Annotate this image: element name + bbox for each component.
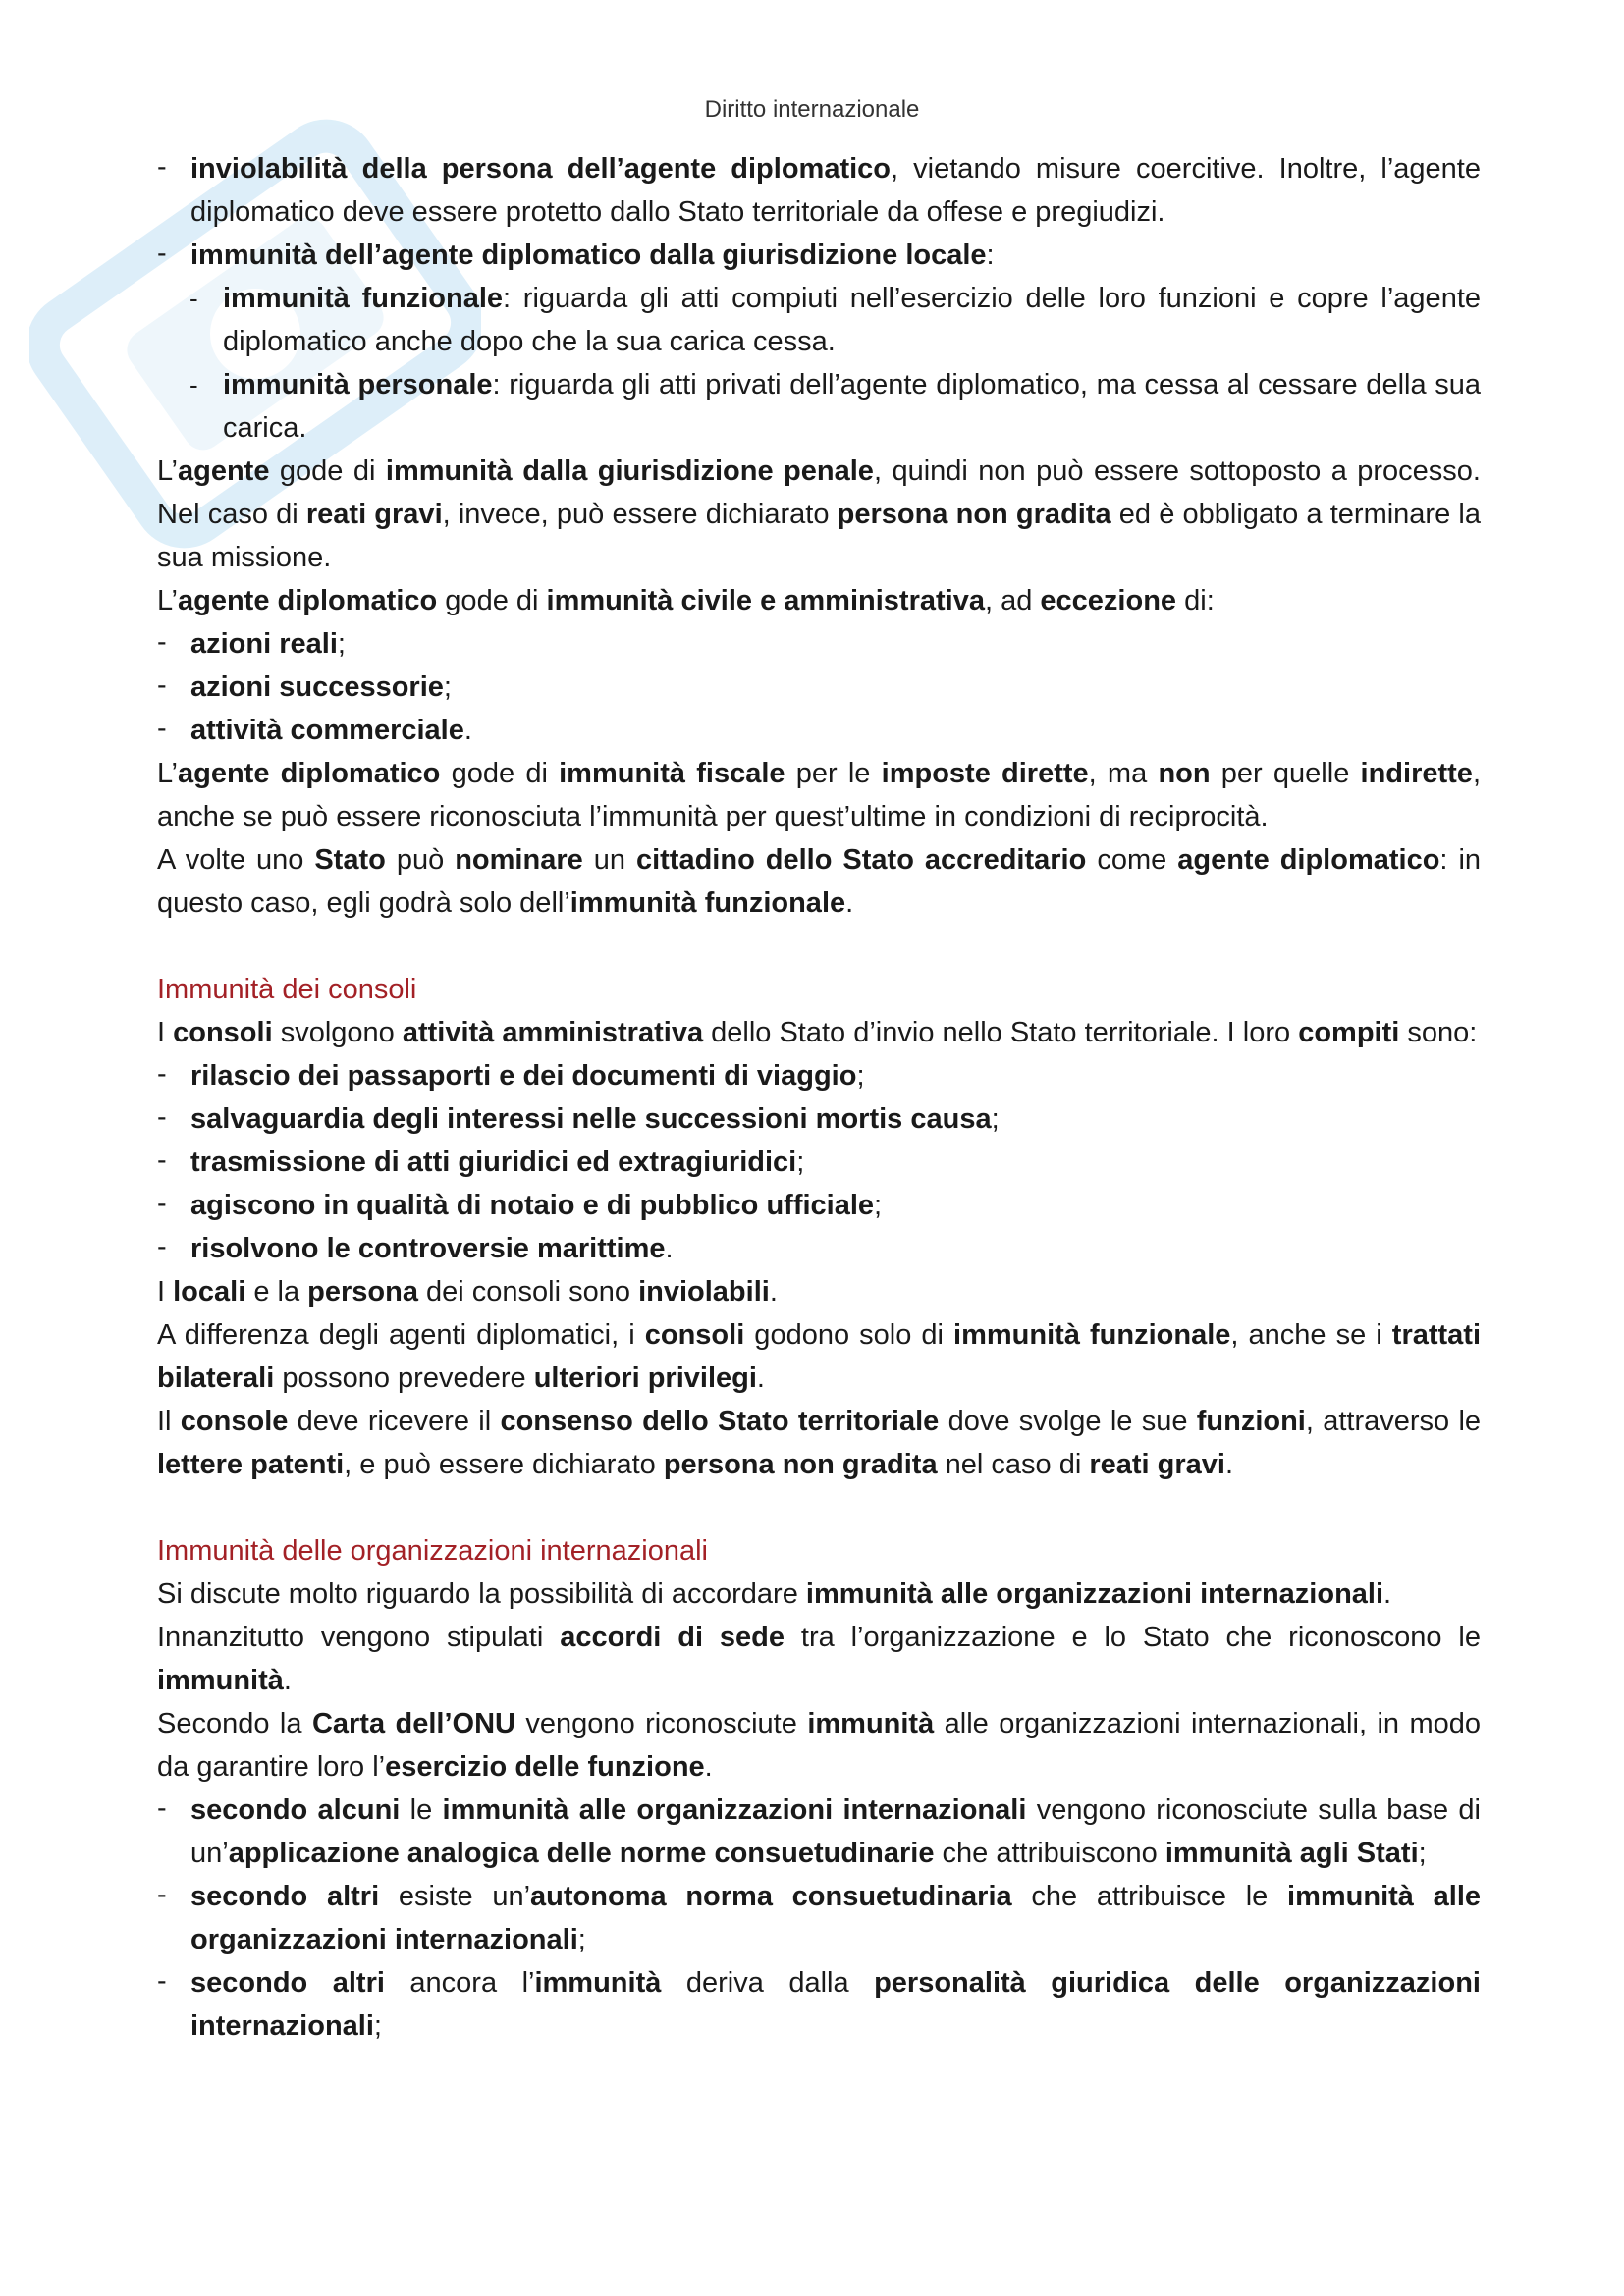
bold-text: immunità fiscale	[559, 758, 785, 789]
bullet-marker: -	[157, 1879, 167, 1910]
text-run: .	[704, 1751, 713, 1783]
text-run: ;	[443, 671, 452, 703]
text-run: Innanzitutto vengono stipulati	[157, 1622, 561, 1653]
text-run: , ad	[984, 585, 1041, 616]
text-run: può	[385, 844, 456, 876]
text-run: , attraverso le	[1305, 1406, 1482, 1437]
bold-text: persona non gradita	[663, 1449, 938, 1480]
text-run: che attribuiscono	[934, 1838, 1165, 1869]
bold-text: reati gravi	[305, 499, 443, 530]
text-run: ;	[337, 628, 346, 660]
bold-text: funzioni	[1196, 1406, 1306, 1437]
text-run: .	[665, 1233, 674, 1264]
bold-text: consoli	[173, 1017, 273, 1048]
text-run: , invece, può essere dichiarato	[442, 499, 838, 530]
text-run: godono solo di	[744, 1319, 954, 1351]
document-body	[157, 147, 1481, 2048]
section-heading: Immunità dei consoli	[157, 974, 417, 1005]
list-item	[157, 1141, 1481, 1184]
text-run: dove svolge le sue	[939, 1406, 1197, 1437]
bold-text: immunità funzionale	[223, 283, 504, 314]
bold-text: salvaguardia degli interessi nelle successioni mortis causa	[190, 1103, 992, 1135]
list-item	[157, 147, 1481, 234]
list-item	[157, 666, 1481, 709]
bold-text: inviolabili	[638, 1276, 770, 1308]
bullet-marker: -	[157, 669, 167, 701]
bullet-marker: -	[157, 713, 167, 744]
list-item	[157, 277, 1481, 363]
bold-text: azioni reali	[190, 628, 338, 660]
bold-text: immunità alle organizzazioni internazionali	[442, 1794, 1027, 1826]
bold-text: personalità giuridica delle organizzazioni internazionali	[190, 1967, 1481, 2042]
bold-text: immunità	[807, 1708, 935, 1739]
list-item	[157, 1097, 1481, 1141]
text-run: tra l’organizzazione e lo Stato che riconoscono le	[785, 1622, 1481, 1653]
text-run: nel caso di	[937, 1449, 1090, 1480]
bold-text: non	[1158, 758, 1211, 789]
text-run: gode di	[440, 758, 560, 789]
paragraph	[157, 752, 1481, 838]
bold-text: azioni successorie	[190, 671, 444, 703]
text-run: vengono riconosciute	[514, 1708, 808, 1739]
bold-text: agente diplomatico	[177, 758, 441, 789]
text-run: L’	[157, 758, 178, 789]
text-run: alle organizzazioni internazionali, in modo da garantire loro l’	[157, 1708, 1481, 1783]
text-run: dello Stato d’invio nello Stato territoriale. I loro	[703, 1017, 1299, 1048]
text-run: per quelle	[1210, 758, 1361, 789]
list-item	[157, 622, 1481, 666]
paragraph	[157, 1702, 1481, 1789]
bold-text: immunità	[157, 1665, 284, 1696]
text-run: L’	[157, 585, 178, 616]
list-item	[157, 363, 1481, 450]
bullet-marker: -	[157, 151, 167, 183]
bold-text: trattati bilaterali	[157, 1319, 1482, 1394]
bold-text: trasmissione di atti giuridici ed extragiuridici	[190, 1147, 797, 1178]
bold-text: immunità personale	[223, 369, 493, 400]
bullet-marker: -	[157, 1965, 167, 1997]
paragraph	[157, 1313, 1481, 1400]
text-run: che attribuisce le	[1011, 1881, 1288, 1912]
list-item	[157, 709, 1481, 752]
text-run: , ma	[1088, 758, 1159, 789]
bold-text: risolvono le controversie marittime	[190, 1233, 666, 1264]
bullet-marker: -	[189, 370, 198, 400]
text-run: esiste un’	[379, 1881, 531, 1912]
text-run: A volte uno	[157, 844, 315, 876]
text-run: I	[157, 1017, 174, 1048]
text-run: , anche se i	[1230, 1319, 1392, 1351]
bold-text: consenso dello Stato territoriale	[500, 1406, 940, 1437]
text-run: ;	[373, 2010, 382, 2042]
bold-text: immunità	[534, 1967, 662, 1999]
text-run: , vietando misure coercitive. Inoltre, l’agente diplomatico deve essere protetto dallo Stato territoriale da offese e pregiudizi.	[190, 153, 1481, 228]
bold-text: ulteriori privilegi	[533, 1362, 757, 1394]
bold-text: esercizio delle funzione	[385, 1751, 705, 1783]
text-run: le	[400, 1794, 443, 1826]
paragraph	[157, 450, 1481, 579]
text-run: Secondo la	[157, 1708, 312, 1739]
bullet-marker: -	[157, 1145, 167, 1176]
bold-text: immunità funzionale	[953, 1319, 1231, 1351]
bold-text: agiscono in qualità di notaio e di pubblico ufficiale	[190, 1190, 875, 1221]
paragraph	[157, 1573, 1481, 1616]
list-item	[157, 1054, 1481, 1097]
section-heading: Immunità delle organizzazioni internazionali	[157, 1535, 708, 1567]
running-header: Diritto internazionale	[704, 96, 920, 123]
bold-text: accordi di sede	[560, 1622, 785, 1653]
paragraph	[157, 1616, 1481, 1702]
text-run: ancora l’	[384, 1967, 535, 1999]
text-run: ;	[856, 1060, 865, 1092]
bold-text: inviolabilità della persona dell’agente diplomatico	[190, 153, 892, 185]
bold-text: compiti	[1298, 1017, 1400, 1048]
text-run: deve ricevere il	[288, 1406, 501, 1437]
list-item	[157, 1227, 1481, 1270]
bullet-marker: -	[157, 1188, 167, 1219]
text-run: , e può essere dichiarato	[344, 1449, 664, 1480]
text-run: come	[1086, 844, 1178, 876]
text-run: .	[1383, 1578, 1392, 1610]
bold-text: agente diplomatico	[1177, 844, 1440, 876]
paragraph	[157, 1400, 1481, 1486]
text-run: .	[769, 1276, 778, 1308]
text-run: deriva dalla	[661, 1967, 875, 1999]
bold-text: immunità funzionale	[569, 887, 846, 919]
paragraph	[157, 1270, 1481, 1313]
bold-text: secondo alcuni	[190, 1794, 401, 1826]
list-item	[157, 1961, 1481, 2048]
bold-text: nominare	[455, 844, 583, 876]
text-run: A differenza degli agenti diplomatici, i	[157, 1319, 645, 1351]
list-item	[157, 1875, 1481, 1961]
text-run: vengono riconosciute sulla base di un’	[190, 1794, 1481, 1869]
bold-text: agente diplomatico	[177, 585, 438, 616]
bold-text: locali	[173, 1276, 246, 1308]
bold-text: lettere patenti	[157, 1449, 345, 1480]
text-run: di:	[1176, 585, 1215, 616]
paragraph	[157, 579, 1481, 622]
bold-text: immunità civile e amministrativa	[546, 585, 985, 616]
bold-text: agente	[177, 455, 270, 487]
text-run: I	[157, 1276, 174, 1308]
bold-text: rilascio dei passaporti e dei documenti di viaggio	[190, 1060, 857, 1092]
bold-text: reati gravi	[1089, 1449, 1225, 1480]
text-run: .	[756, 1362, 765, 1394]
text-run: ed è obbligato a terminare la sua missione.	[157, 499, 1481, 573]
text-run: ;	[1418, 1838, 1427, 1869]
text-run: dei consoli sono	[417, 1276, 639, 1308]
bold-text: persona non gradita	[837, 499, 1111, 530]
bold-text: immunità agli Stati	[1164, 1838, 1419, 1869]
text-run: ;	[796, 1147, 805, 1178]
bold-text: attività amministrativa	[402, 1017, 704, 1048]
text-run: un	[582, 844, 636, 876]
bullet-marker: -	[157, 1058, 167, 1090]
bold-text: attività commerciale	[190, 715, 464, 746]
text-run: , quindi non può essere sottoposto a processo. Nel caso di	[157, 455, 1481, 530]
bullet-marker: -	[157, 238, 167, 269]
text-run: per le	[785, 758, 882, 789]
bullet-marker: -	[157, 1792, 167, 1824]
paragraph	[157, 838, 1481, 925]
bullet-marker: -	[157, 1231, 167, 1262]
bold-text: immunità dalla giurisdizione penale	[385, 455, 874, 487]
list-item	[157, 1184, 1481, 1227]
list-item	[157, 234, 1481, 277]
bold-text: console	[180, 1406, 289, 1437]
text-run: sono:	[1399, 1017, 1478, 1048]
bold-text: autonoma norma consuetudinaria	[530, 1881, 1012, 1912]
text-run: possono prevedere	[274, 1362, 534, 1394]
text-run: .	[1225, 1449, 1234, 1480]
paragraph	[157, 1011, 1481, 1054]
list-item	[157, 1789, 1481, 1875]
bullet-marker: -	[157, 1101, 167, 1133]
bold-text: applicazione analogica delle norme consuetudinarie	[228, 1838, 935, 1869]
text-run: L’	[157, 455, 178, 487]
bold-text: secondo altri	[190, 1881, 380, 1912]
bold-text: consoli	[644, 1319, 745, 1351]
bullet-marker: -	[157, 626, 167, 658]
text-run: svolgono	[272, 1017, 403, 1048]
bullet-marker: -	[189, 284, 198, 313]
bold-text: cittadino dello Stato accreditario	[635, 844, 1087, 876]
text-run: gode di	[437, 585, 547, 616]
bold-text: imposte dirette	[881, 758, 1089, 789]
text-run: :	[986, 240, 995, 271]
text-run: .	[845, 887, 854, 919]
text-run: .	[283, 1665, 292, 1696]
text-run: , anche se può essere riconosciuta l’immunità per quest’ultime in condizioni di reciprocità.	[157, 758, 1481, 832]
text-run: gode di	[269, 455, 386, 487]
text-run: ;	[874, 1190, 883, 1221]
bold-text: indirette	[1360, 758, 1473, 789]
text-run: : riguarda gli atti compiuti nell’esercizio delle loro funzioni e copre l’agente diplomatico anche dopo che la sua carica cessa.	[223, 283, 1482, 357]
text-run: Il	[157, 1406, 181, 1437]
text-run: ;	[577, 1924, 586, 1955]
text-run: e la	[245, 1276, 308, 1308]
bold-text: immunità alle organizzazioni internazionali	[805, 1578, 1384, 1610]
text-run: : in questo caso, egli godrà solo dell’	[157, 844, 1482, 919]
bold-text: eccezione	[1040, 585, 1177, 616]
text-run: Si discute molto riguardo la possibilità di accordare	[157, 1578, 806, 1610]
text-run: : riguarda gli atti privati dell’agente diplomatico, ma cessa al cessare della sua carica.	[223, 369, 1481, 444]
bold-text: immunità dell’agente diplomatico dalla giurisdizione locale	[190, 240, 987, 271]
bold-text: Stato	[314, 844, 386, 876]
bold-text: immunità alle organizzazioni internazionali	[190, 1881, 1481, 1955]
text-run: ;	[991, 1103, 1000, 1135]
bold-text: persona	[307, 1276, 418, 1308]
text-run: .	[463, 715, 472, 746]
bold-text: secondo altri	[190, 1967, 385, 1999]
bold-text: Carta dell’ONU	[311, 1708, 515, 1739]
